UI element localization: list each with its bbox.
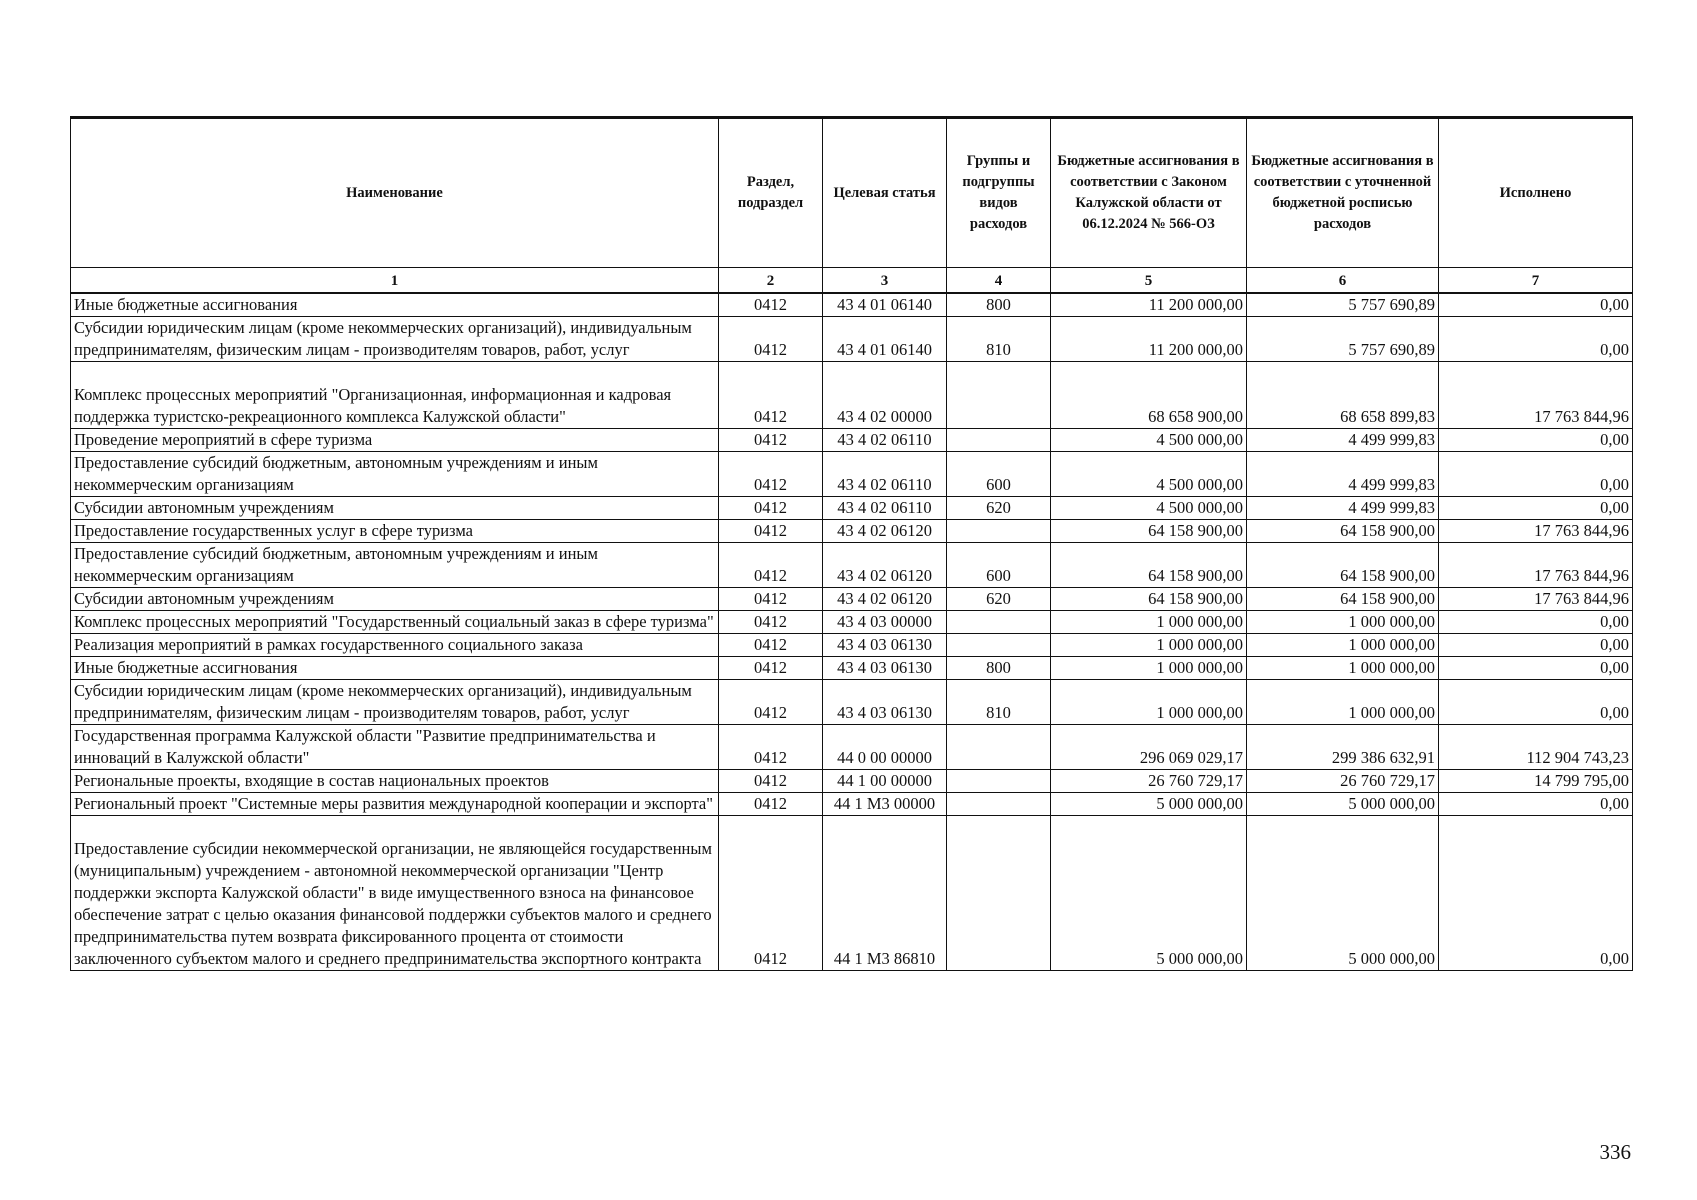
row-group xyxy=(947,634,1051,657)
row-group: 620 xyxy=(947,588,1051,611)
row-group xyxy=(947,429,1051,452)
row-executed: 17 763 844,96 xyxy=(1439,520,1633,543)
row-article: 43 4 03 06130 xyxy=(823,634,947,657)
row-group: 810 xyxy=(947,680,1051,725)
row-group xyxy=(947,611,1051,634)
row-refined-allocation: 4 499 999,83 xyxy=(1247,497,1439,520)
table-row xyxy=(71,770,1633,793)
row-law-allocation: 1 000 000,00 xyxy=(1051,657,1247,680)
table-row xyxy=(71,317,1633,362)
row-section: 0412 xyxy=(719,680,823,725)
row-article: 43 4 03 06130 xyxy=(823,657,947,680)
row-name: Субсидии юридическим лицам (кроме некоммерческих организаций), индивидуальным предпринимателям, физическим лицам - производителям товаров, работ, услуг xyxy=(71,317,719,362)
row-article: 43 4 02 06110 xyxy=(823,497,947,520)
table-row xyxy=(71,497,1633,520)
row-executed: 112 904 743,23 xyxy=(1439,725,1633,770)
row-section: 0412 xyxy=(719,429,823,452)
row-refined-allocation: 1 000 000,00 xyxy=(1247,634,1439,657)
table-row xyxy=(71,362,1633,429)
row-executed: 0,00 xyxy=(1439,657,1633,680)
row-article: 43 4 03 00000 xyxy=(823,611,947,634)
row-law-allocation: 1 000 000,00 xyxy=(1051,680,1247,725)
row-group: 800 xyxy=(947,657,1051,680)
row-refined-allocation: 1 000 000,00 xyxy=(1247,680,1439,725)
row-law-allocation: 64 158 900,00 xyxy=(1051,543,1247,588)
table-row xyxy=(71,293,1633,317)
row-law-allocation: 68 658 900,00 xyxy=(1051,362,1247,429)
table-row xyxy=(71,520,1633,543)
row-law-allocation: 4 500 000,00 xyxy=(1051,452,1247,497)
column-number: 4 xyxy=(947,268,1051,294)
row-section: 0412 xyxy=(719,293,823,317)
row-executed: 0,00 xyxy=(1439,293,1633,317)
row-name: Региональный проект "Системные меры развития международной кооперации и экспорта" xyxy=(71,793,719,816)
row-article: 43 4 01 06140 xyxy=(823,293,947,317)
row-article: 43 4 02 06120 xyxy=(823,588,947,611)
table-row xyxy=(71,429,1633,452)
row-article: 43 4 02 06110 xyxy=(823,429,947,452)
row-article: 43 4 02 06120 xyxy=(823,520,947,543)
row-refined-allocation: 1 000 000,00 xyxy=(1247,611,1439,634)
budget-table xyxy=(70,116,1633,971)
row-refined-allocation: 5 000 000,00 xyxy=(1247,816,1439,971)
row-executed: 0,00 xyxy=(1439,317,1633,362)
row-name: Государственная программа Калужской области "Развитие предпринимательства и инноваций в Калужской области" xyxy=(71,725,719,770)
row-executed: 14 799 795,00 xyxy=(1439,770,1633,793)
row-law-allocation: 11 200 000,00 xyxy=(1051,317,1247,362)
column-number: 5 xyxy=(1051,268,1247,294)
table-row xyxy=(71,634,1633,657)
row-group xyxy=(947,362,1051,429)
row-group xyxy=(947,725,1051,770)
row-section: 0412 xyxy=(719,816,823,971)
row-executed: 17 763 844,96 xyxy=(1439,588,1633,611)
row-law-allocation: 1 000 000,00 xyxy=(1051,611,1247,634)
row-group: 800 xyxy=(947,293,1051,317)
row-refined-allocation: 4 499 999,83 xyxy=(1247,452,1439,497)
row-name: Комплекс процессных мероприятий "Организационная, информационная и кадровая поддержка туристско-рекреационного комплекса Калужской области" xyxy=(71,362,719,429)
row-article: 44 1 М3 86810 xyxy=(823,816,947,971)
row-group: 600 xyxy=(947,452,1051,497)
row-executed: 0,00 xyxy=(1439,680,1633,725)
row-law-allocation: 4 500 000,00 xyxy=(1051,497,1247,520)
row-article: 44 0 00 00000 xyxy=(823,725,947,770)
row-name: Субсидии юридическим лицам (кроме некоммерческих организаций), индивидуальным предпринимателям, физическим лицам - производителям товаров, работ, услуг xyxy=(71,680,719,725)
row-group: 620 xyxy=(947,497,1051,520)
row-name: Предоставление государственных услуг в сфере туризма xyxy=(71,520,719,543)
row-executed: 17 763 844,96 xyxy=(1439,362,1633,429)
row-name: Субсидии автономным учреждениям xyxy=(71,588,719,611)
row-refined-allocation: 5 000 000,00 xyxy=(1247,793,1439,816)
row-law-allocation: 11 200 000,00 xyxy=(1051,293,1247,317)
row-section: 0412 xyxy=(719,588,823,611)
row-section: 0412 xyxy=(719,611,823,634)
row-name: Субсидии автономным учреждениям xyxy=(71,497,719,520)
row-name: Предоставление субсидий бюджетным, автономным учреждениям и иным некоммерческим организациям xyxy=(71,452,719,497)
table-body xyxy=(71,293,1633,971)
row-executed: 17 763 844,96 xyxy=(1439,543,1633,588)
row-group: 810 xyxy=(947,317,1051,362)
row-refined-allocation: 4 499 999,83 xyxy=(1247,429,1439,452)
row-law-allocation: 64 158 900,00 xyxy=(1051,520,1247,543)
row-section: 0412 xyxy=(719,452,823,497)
row-executed: 0,00 xyxy=(1439,497,1633,520)
row-section: 0412 xyxy=(719,725,823,770)
row-section: 0412 xyxy=(719,657,823,680)
row-law-allocation: 296 069 029,17 xyxy=(1051,725,1247,770)
column-number: 2 xyxy=(719,268,823,294)
header-group: Группы и подгруппы видов расходов xyxy=(947,118,1051,268)
table-header-row xyxy=(71,118,1633,268)
row-article: 43 4 02 06110 xyxy=(823,452,947,497)
page-number: 336 xyxy=(1599,1140,1631,1164)
row-group xyxy=(947,520,1051,543)
row-article: 43 4 02 06120 xyxy=(823,543,947,588)
table-row xyxy=(71,657,1633,680)
row-name: Реализация мероприятий в рамках государственного социального заказа xyxy=(71,634,719,657)
row-law-allocation: 5 000 000,00 xyxy=(1051,816,1247,971)
row-refined-allocation: 26 760 729,17 xyxy=(1247,770,1439,793)
row-name: Региональные проекты, входящие в состав национальных проектов xyxy=(71,770,719,793)
table-row xyxy=(71,680,1633,725)
row-article: 43 4 02 00000 xyxy=(823,362,947,429)
row-section: 0412 xyxy=(719,543,823,588)
table-row xyxy=(71,816,1633,971)
header-executed: Исполнено xyxy=(1439,118,1633,268)
row-refined-allocation: 64 158 900,00 xyxy=(1247,588,1439,611)
column-number: 1 xyxy=(71,268,719,294)
column-number: 7 xyxy=(1439,268,1633,294)
table-row xyxy=(71,611,1633,634)
row-name: Иные бюджетные ассигнования xyxy=(71,293,719,317)
row-refined-allocation: 68 658 899,83 xyxy=(1247,362,1439,429)
row-law-allocation: 5 000 000,00 xyxy=(1051,793,1247,816)
row-section: 0412 xyxy=(719,520,823,543)
table-row xyxy=(71,588,1633,611)
row-group xyxy=(947,793,1051,816)
row-executed: 0,00 xyxy=(1439,611,1633,634)
row-section: 0412 xyxy=(719,317,823,362)
header-refined-allocation: Бюджетные ассигнования в соответствии с уточненной бюджетной росписью расходов xyxy=(1247,118,1439,268)
row-executed: 0,00 xyxy=(1439,634,1633,657)
row-article: 44 1 00 00000 xyxy=(823,770,947,793)
table-row xyxy=(71,793,1633,816)
row-name: Иные бюджетные ассигнования xyxy=(71,657,719,680)
column-number: 3 xyxy=(823,268,947,294)
row-law-allocation: 64 158 900,00 xyxy=(1051,588,1247,611)
row-group xyxy=(947,770,1051,793)
row-law-allocation: 26 760 729,17 xyxy=(1051,770,1247,793)
row-executed: 0,00 xyxy=(1439,429,1633,452)
table-row xyxy=(71,543,1633,588)
row-refined-allocation: 64 158 900,00 xyxy=(1247,543,1439,588)
row-refined-allocation: 299 386 632,91 xyxy=(1247,725,1439,770)
row-article: 44 1 М3 00000 xyxy=(823,793,947,816)
table-row xyxy=(71,452,1633,497)
table-row xyxy=(71,725,1633,770)
row-article: 43 4 01 06140 xyxy=(823,317,947,362)
row-section: 0412 xyxy=(719,770,823,793)
row-name: Проведение мероприятий в сфере туризма xyxy=(71,429,719,452)
row-executed: 0,00 xyxy=(1439,816,1633,971)
row-group: 600 xyxy=(947,543,1051,588)
row-executed: 0,00 xyxy=(1439,793,1633,816)
row-refined-allocation: 64 158 900,00 xyxy=(1247,520,1439,543)
row-law-allocation: 1 000 000,00 xyxy=(1051,634,1247,657)
row-law-allocation: 4 500 000,00 xyxy=(1051,429,1247,452)
row-article: 43 4 03 06130 xyxy=(823,680,947,725)
row-section: 0412 xyxy=(719,362,823,429)
row-executed: 0,00 xyxy=(1439,452,1633,497)
column-number-row xyxy=(71,268,1633,294)
row-group xyxy=(947,816,1051,971)
row-refined-allocation: 1 000 000,00 xyxy=(1247,657,1439,680)
row-section: 0412 xyxy=(719,634,823,657)
row-section: 0412 xyxy=(719,497,823,520)
column-number: 6 xyxy=(1247,268,1439,294)
row-section: 0412 xyxy=(719,793,823,816)
row-name: Предоставление субсидии некоммерческой организации, не являющейся государственным (муниципальным) учреждением - автономной некоммерческой организации "Центр поддержки экспорта Калужской области" в виде имущественного взноса на финансовое обеспечение затрат с целью оказания финансовой поддержки субъектов малого и среднего предпринимательства путем возврата фиксированного процента от стоимости заключенного субъектом малого и среднего предпринимательства экспортного контракта xyxy=(71,816,719,971)
row-name: Комплекс процессных мероприятий "Государственный социальный заказ в сфере туризма" xyxy=(71,611,719,634)
row-name: Предоставление субсидий бюджетным, автономным учреждениям и иным некоммерческим организациям xyxy=(71,543,719,588)
row-refined-allocation: 5 757 690,89 xyxy=(1247,317,1439,362)
header-name: Наименование xyxy=(71,118,719,268)
header-article: Целевая статья xyxy=(823,118,947,268)
header-section: Раздел, подраздел xyxy=(719,118,823,268)
header-law-allocation: Бюджетные ассигнования в соответствии с Законом Калужской области от 06.12.2024 № 566-ОЗ xyxy=(1051,118,1247,268)
row-refined-allocation: 5 757 690,89 xyxy=(1247,293,1439,317)
